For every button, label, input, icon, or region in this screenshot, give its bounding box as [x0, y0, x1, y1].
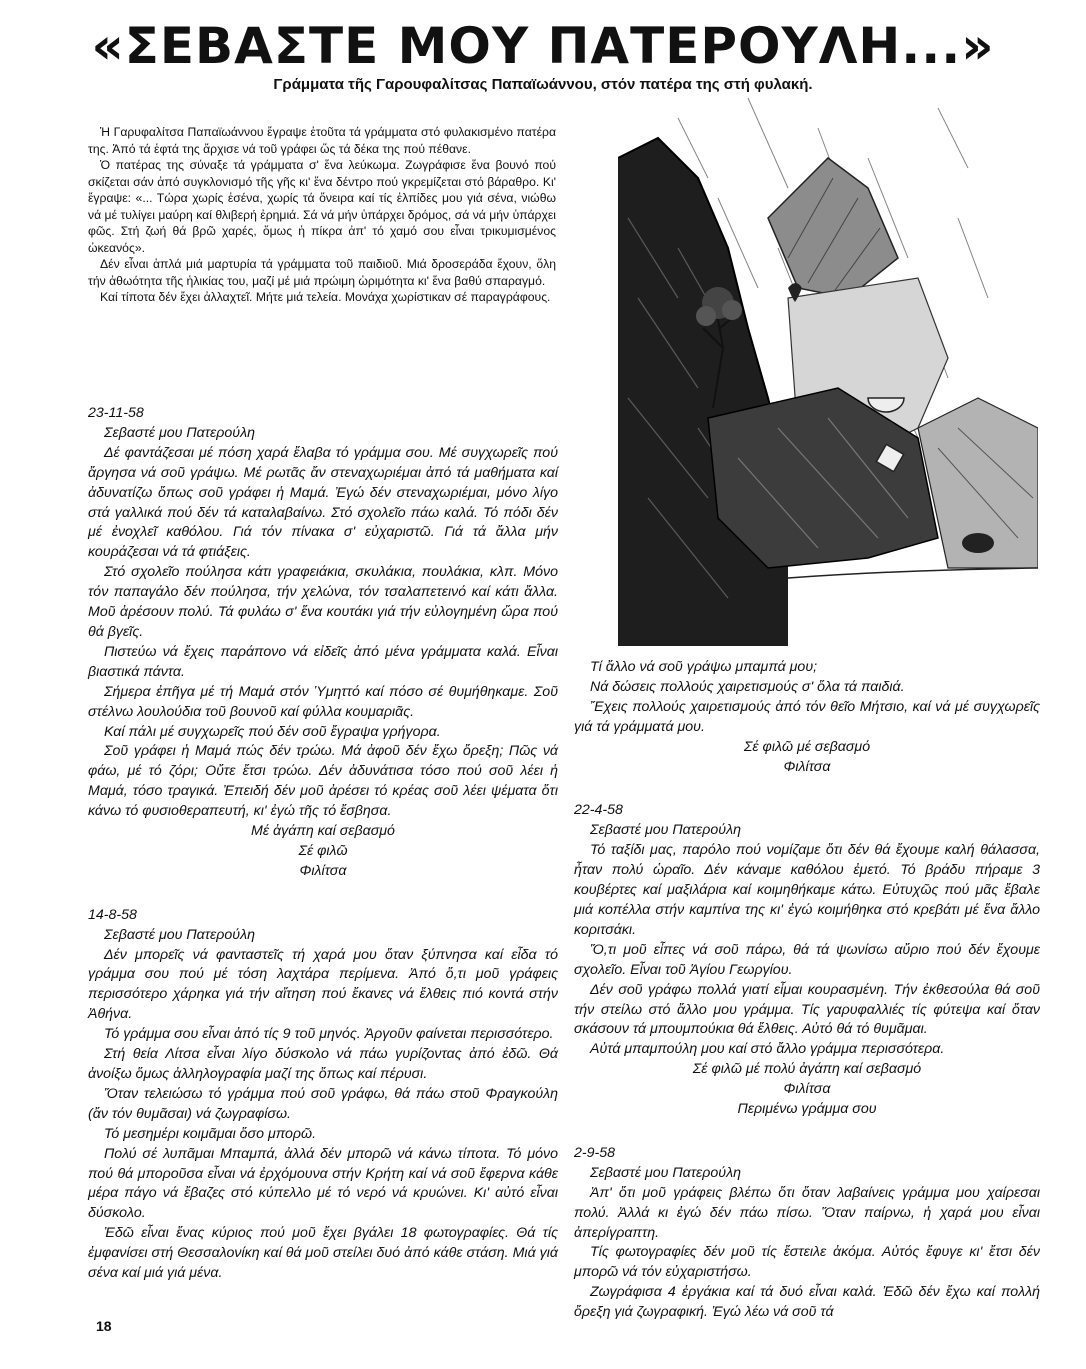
letter-closing: Σέ φιλῶ: [298, 842, 348, 859]
letter-paragraph: Ζωγράφισα 4 ἐργάκια καί τά δυό εἶναι καλά. Ἐδῶ δέν ἔχω καί πολλή ὄρεξη γιά ζωγραφική. Ἐγώ λέω νά σοῦ τά: [574, 1284, 1040, 1321]
letter-2-9-58: [574, 1144, 1040, 1323]
intro-paragraph: Δέν εἶναι ἁπλά μιά μαρτυρία τά γράμματα τοῦ παιδιοῦ. Μιά δροσεράδα ἔχουν, ὅλη τήν ἀθωότητα τῆς ἡλικίας του, μαζί μέ μιά πρώιμη ὡριμότητα κι' ἕνα βαθύ σπαραγμό.: [88, 257, 556, 288]
letter-paragraph: Τίς φωτογραφίες δέν μοῦ τίς ἔστειλε ἀκόμα. Αὐτός ἔφυγε κι' ἔτσι δέν μπορῶ νά τόν εὐχαριστήσω.: [574, 1244, 1040, 1281]
letter-postscript: Περιμένω γράμμα σου: [737, 1101, 877, 1118]
page-subtitle: Γράμματα τῆς Γαρουφαλίτσας Παπαϊωάννου, στόν πατέρα της στή φυλακή.: [273, 76, 813, 93]
mountain-illustration: [618, 98, 1038, 646]
letter-greeting: Σεβαστέ μου Πατερούλη: [590, 822, 741, 839]
letter-paragraph: Στό σχολεῖο πούλησα κάτι γραφειάκια, σκυλάκια, πουλάκια, κλπ. Μόνο τόν παπαγάλο δέν πούλησα, τήν χελώνα, τόν τσαλαπετεινό καί κάτι ἄλλα. Μοῦ ἀρέσουν πολύ. Τά φυλάω σ' ἕνα κουτάκι γιά τήν εὐλογημένη ὥρα πού θά βγεῖς.: [88, 564, 558, 640]
letter-date: 14-8-58: [88, 906, 137, 923]
letter-paragraph: Τό ταξίδι μας, παρόλο πού νομίζαμε ὅτι δέν θά ἔχουμε καλή θάλασσα, ἦταν πολύ ὡραῖο. Δέν κάναμε καθόλου ἐμετό. Τό βράδυ πήραμε 3 κουβέρτες καί μαξιλάρια καί κοιμηθήκαμε κάτω. Εὐτυχῶς πού μᾶς ἔβαλε μιά κοπέλλα στήν καμπίνα της κι' ἐγώ κοιμήθηκα στό κρεβάτι μέ ἕνα ἄλλο κοριτσάκι.: [574, 842, 1040, 938]
page-title: «ΣΕΒΑΣΤΕ ΜΟΥ ΠΑΤΕΡΟΥΛΗ...»: [91, 17, 995, 75]
letter-continuation: [574, 658, 1040, 777]
intro-paragraph: Καί τίποτα δέν ἔχει ἀλλαχτεῖ. Μήτε μιά τελεία. Μονάχα χωρίστικαν σέ παραγράφους.: [100, 290, 551, 304]
letter-paragraph: Πολύ σέ λυπᾶμαι Μπαμπά, ἀλλά δέν μπορῶ νά κάνω τίποτα. Τό μόνο πού θά μποροῦσα εἶναι νά ἐρχόμουνα στήν Κρήτη καί νά σοῦ ἔφερνα κάθε μέρα πάγο νά ἔβαζες στό κύπελλο μέ τό νερό νά κρυώνει. Κι' αὐτό εἶναι δύσκολο.: [88, 1145, 558, 1222]
intro-text: [88, 124, 556, 306]
letter-paragraph: Ὅταν τελειώσω τό γράμμα πού σοῦ γράφω, θά πάω στοῦ Φραγκούλη (ἄν τόν θυμᾶσαι) νά ζωγραφίσω.: [88, 1085, 558, 1122]
page-number: 18: [96, 1318, 112, 1334]
letter-signature: Φιλίτσα: [783, 758, 831, 775]
letter-paragraph: Δέ φαντάζεσαι μέ πόση χαρά ἔλαβα τό γράμμα σου. Μέ συγχωρεῖς πού ἄργησα νά σοῦ γράψω. Μέ ρωτᾶς ἄν στεναχωριέμαι ἀπό τά μαθήματα καί ἀδυνατίζω ὅπως σοῦ γράφει ἡ Μαμά. Ἐγώ δέν στεναχωριέμαι, μόνο λίγο στά γαλλικά πού δέν τά καταλαβαίνω. Στό σχολεῖο πάω καλά. Τό πόδι δέν μέ ἐνοχλεῖ καθόλου. Γιά τόν πίνακα σ' εὐχαριστῶ. Γιά τά ἄλλα μήν κουράζεσαι νά τά φτιάξεις.: [88, 444, 558, 561]
letter-greeting: Σεβαστέ μου Πατερούλη: [590, 1164, 741, 1181]
right-column: [574, 658, 1040, 1323]
letter-greeting: Σεβαστέ μου Πατερούλη: [104, 926, 255, 943]
letter-paragraph: Δέν μπορεῖς νά φανταστεῖς τή χαρά μου ὅταν ξύπνησα καί εἶδα τό γράμμα σου πού μέ τόση λαχτάρα περίμενα. Ἀπό ὅ,τι μοῦ γράφεις περισσότερο χάρηκα γιά τήν αἴτηση πού ἔκανες νά ἔλθεις πιό κοντά στήν Ἀθήνα.: [88, 946, 558, 1023]
left-column: [88, 404, 558, 1284]
letter-paragraph: Σοῦ γράφει ἡ Μαμά πώς δέν τρώω. Μά ἀφοῦ δέν ἔχω ὄρεξη; Πῶς νά φάω, μέ τό ζόρι; Οὔτε ἔτσι τρώω. Δέν ἀδυνάτισα τόσο πού σοῦ λέει ἡ Μαμά, τόσο τραγικά. Ἐπειδή δέν μοῦ ἀρέσει τό κρέας σοῦ λέει ψέματα ὅτι κάνω τό φυσιοθεραπευτή, κι' ἐγώ τῆς τό ἔσβησα.: [88, 743, 558, 820]
letter-closing: Σέ φιλῶ μέ σεβασμό: [743, 738, 871, 755]
letter-paragraph: Καί πάλι μέ συγχωρεῖς πού δέν σοῦ ἔγραψα γρήγορα.: [104, 723, 441, 740]
letter-date: 23-11-58: [88, 405, 144, 421]
intro-paragraph: Ἡ Γαρυφαλίτσα Παπαϊωάννου ἔγραψε ἐτοῦτα τά γράμματα στό φυλακισμένο πατέρα της. Ἀπό τά ἑφτά της ἄρχισε νά τοῦ γράφει ὥς τά δέκα της πού πέθανε.: [88, 125, 556, 156]
letter-paragraph: Τό μεσημέρι κοιμᾶμαι ὅσο μπορῶ.: [104, 1125, 317, 1142]
letter-date: 22-4-58: [574, 802, 623, 819]
letter-paragraph: Ἐδῶ εἶναι ἕνας κύριος πού μοῦ ἔχει βγάλει 18 φωτογραφίες. Θά τίς ἐμφανίσει στή Θεσσαλονίκη καί θά μοῦ στείλει δυό ἀπό κάθε στάση. Μιά γιά σένα καί μιά γιά μένα.: [88, 1225, 558, 1282]
letter-14-8-58: [88, 906, 558, 1284]
letter-paragraph: Τό γράμμα σου εἶναι ἀπό τίς 9 τοῦ μηνός. Ἀργοῦν φαίνεται περισσότερο.: [104, 1026, 554, 1043]
letter-paragraph: Ἀπ' ὅτι μοῦ γράφεις βλέπω ὅτι ὅταν λαβαίνεις γράμμα μου χαίρεσαι πολύ. Ἀλλά κι ἐγώ δέν πάω πίσω. Ὅταν παίρνω, ἡ χαρά μου εἶναι ἀπερίγραπτη.: [574, 1184, 1040, 1241]
letter-22-4-58: [574, 801, 1040, 1120]
letter-signature: Φιλίτσα: [299, 862, 347, 879]
letter-date: 2-9-58: [574, 1144, 616, 1161]
letter-paragraph: Πιστεύω νά ἔχεις παράπονο νά εἰδεῖς ἀπό μένα γράμματα καλά. Εἶναι βιαστικά πάντα.: [88, 643, 558, 680]
letter-paragraph: Στή θεία Λίτσα εἶναι λίγο δύσκολο νά πάω γυρίζοντας ἀπό ἐδῶ. Θά ἀνοίξω ὅμως ἀλληλογραφία μαζί της ὅπως καί πέρυσι.: [88, 1046, 558, 1082]
letter-paragraph: Σήμερα ἐπῆγα μέ τή Μαμά στόν Ὑμηττό καί πόσο σέ θυμήθηκαμε. Σοῦ στέλνω λουλούδια τοῦ βουνοῦ καί φύλλα κουμαριᾶς.: [88, 683, 558, 720]
letter-greeting: Σεβαστέ μου Πατερούλη: [104, 424, 255, 441]
letter-closing: Μέ ἀγάπη καί σεβασμό: [251, 823, 395, 840]
letter-paragraph: Δέν σοῦ γράφω πολλά γιατί εἶμαι κουρασμένη. Τήν ἐκθεσούλα θά σοῦ τήν στείλω στό ἄλλο μου γράμμα. Τίς γαρυφαλλιές τίς φύτεψα καί ὅταν σκάσουν τά μπουμπούκια θά ἔλθεις. Αὐτό θά τό θυμᾶμαι.: [574, 981, 1040, 1038]
letter-paragraph: Αὐτά μπαμπούλη μου καί στό ἄλλο γράμμα περισσότερα.: [590, 1041, 945, 1058]
letter-paragraph: Τί ἄλλο νά σοῦ γράψω μπαμπά μου;: [590, 659, 818, 675]
letter-23-11-58: [88, 404, 558, 882]
intro-paragraph: Ὁ πατέρας της σύναξε τά γράμματα σ' ἕνα λεύκωμα. Ζωγράφισε ἕνα βουνό πού σκίζεται σάν ἀπό συγκλονισμό τῆς γῆς κι' ἕνα δέντρο πού γκρεμίζεται στό βάραθρο. Κι' ἔγραψε: «... Τώρα χωρίς ἐσένα, χωρίς τά ὄνειρα καί τίς ἐλπίδες μου γιά σένα, νιώθω νά μέ τυλίγει μαύρη καί θλιβερή ἐρημιά. Σά νά μήν ὑπάρχει δρόμος, σά νά μήν ὑπάρχει φῶς. Στή ζωή θά βρῶ χαρές, ὅμως ἡ πίκρα ἀπ' τό χαμό σου εἶναι τρικυμισμένος ὠκεανός».: [88, 158, 556, 255]
letter-closing: Σέ φιλῶ μέ πολύ ἀγάπη καί σεβασμό: [692, 1061, 922, 1078]
letter-paragraph: Νά δώσεις πολλούς χαιρετισμούς σ' ὅλα τά παιδιά.: [590, 678, 905, 695]
letter-paragraph: Ἔχεις πολλούς χαιρετισμούς ἀπό τόν θεῖο Μήτσιο, καί νά μέ συγχωρεῖς γιά τά γράμματά μου.: [574, 698, 1040, 735]
letter-signature: Φιλίτσα: [783, 1081, 831, 1098]
letter-paragraph: Ὅ,τι μοῦ εἶπες νά σοῦ πάρω, θά τά ψωνίσω αὔριο πού δέν ἔχουμε σχολεῖο. Εἶναι τοῦ Ἁγίου Γεωργίου.: [574, 941, 1040, 978]
